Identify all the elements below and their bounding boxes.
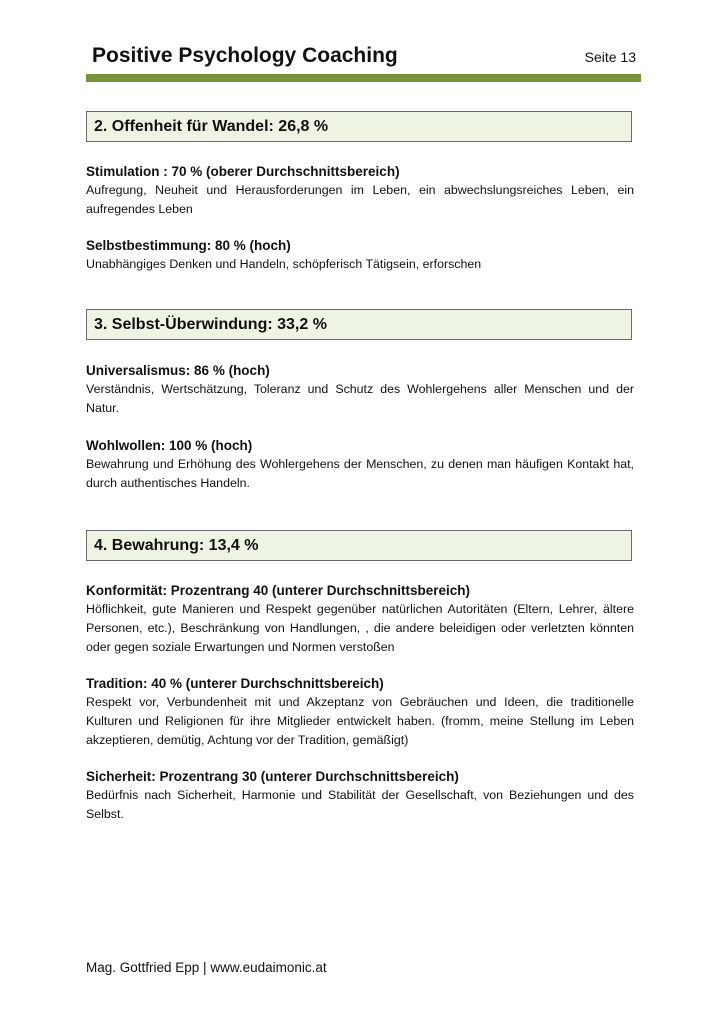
value-item-description: Respekt vor, Verbundenheit mit und Akzeptanz von Gebräuchen und Ideen, die traditionelle Kulturen und Religionen für ihre Mitglieder entwickelt haben. (fromm, meine Stellung im Leben akzeptieren, demütig, Achtung vor der Tradition, gemäßigt): [86, 695, 634, 747]
value-item-title: Universalismus: 86 % (hoch): [86, 363, 270, 378]
value-item: [86, 437, 634, 493]
section-heading-box: [86, 309, 632, 340]
value-item-title: Sicherheit: Prozentrang 30 (unterer Durchschnittsbereich): [86, 769, 459, 784]
value-item-description: Verständnis, Wertschätzung, Toleranz und Schutz des Wohlergehens aller Menschen und der Natur.: [86, 382, 634, 415]
value-item: [86, 237, 634, 274]
value-item-description: Bewahrung und Erhöhung des Wohlergehens der Menschen, zu denen man häufigen Kontakt hat, durch authentisches Handeln.: [86, 457, 634, 490]
section-heading: 2. Offenheit für Wandel: 26,8 %: [94, 118, 329, 135]
section-heading-box: [86, 111, 632, 142]
value-item: [86, 675, 634, 750]
value-item-title: Selbstbestimmung: 80 % (hoch): [86, 238, 291, 253]
value-item: [86, 582, 634, 657]
section-heading: 3. Selbst-Überwindung: 33,2 %: [94, 316, 327, 333]
page-number: Seite 13: [584, 49, 636, 65]
value-item: [86, 768, 634, 824]
document-title: Positive Psychology Coaching: [92, 44, 398, 67]
value-item-title: Wohlwollen: 100 % (hoch): [86, 438, 253, 453]
value-item-description: Aufregung, Neuheit und Herausforderungen im Leben, ein abwechslungsreiches Leben, ein aufregendes Leben: [86, 183, 634, 216]
section-heading-box: [86, 530, 632, 561]
header-rule: [86, 74, 641, 82]
section-heading: 4. Bewahrung: 13,4 %: [94, 537, 259, 554]
value-item: [86, 362, 634, 418]
value-item-title: Tradition: 40 % (unterer Durchschnittsbereich): [86, 676, 384, 691]
page-footer: Mag. Gottfried Epp | www.eudaimonic.at: [86, 960, 327, 975]
value-item-title: Konformität: Prozentrang 40 (unterer Durchschnittsbereich): [86, 583, 471, 598]
value-item-title: Stimulation : 70 % (oberer Durchschnittsbereich): [86, 164, 400, 179]
value-item-description: Unabhängiges Denken und Handeln, schöpferisch Tätigsein, erforschen: [86, 257, 482, 271]
page-header: [92, 43, 636, 69]
value-item-description: Höflichkeit, gute Manieren und Respekt gegenüber natürlichen Autoritäten (Eltern, Lehrer, ältere Personen, etc.), Beschränkung von Handlungen, , die andere beleidigen oder verletzten könnten oder gegen soziale Erwartungen und Normen verstoßen: [86, 602, 634, 654]
value-item-description: Bedürfnis nach Sicherheit, Harmonie und Stabilität der Gesellschaft, von Beziehungen und des Selbst.: [86, 788, 634, 821]
value-item: [86, 163, 634, 219]
